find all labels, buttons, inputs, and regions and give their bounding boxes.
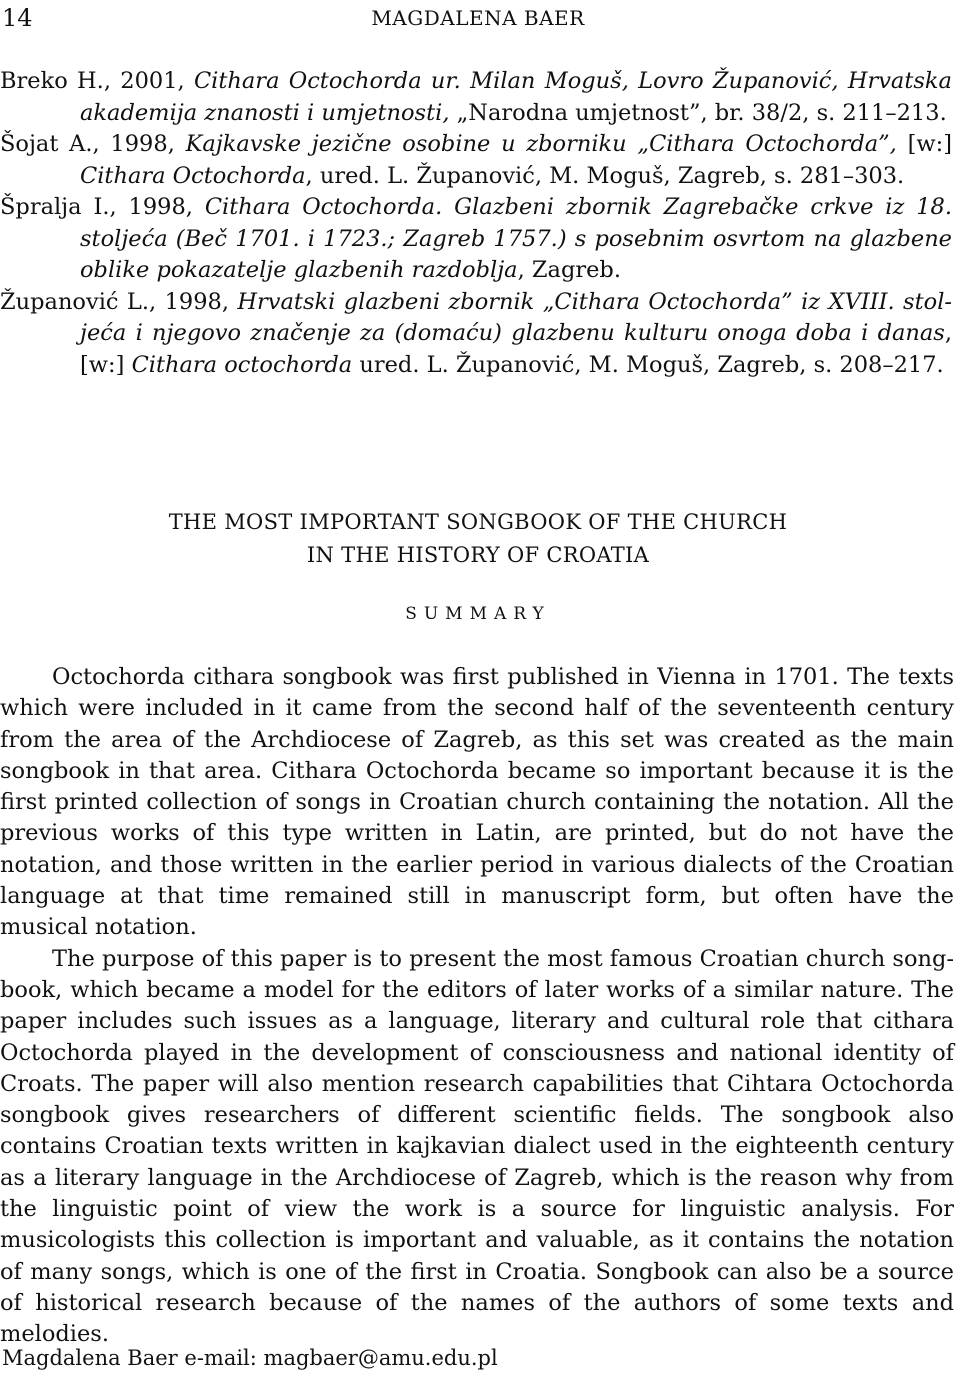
page-number: 14 [2,4,33,32]
ref-text: , [w:] [80,320,952,378]
author-email: Magdalena Baer e-mail: magbaer@amu.edu.pl [2,1346,498,1370]
english-title [0,506,956,572]
bibliography [0,66,952,381]
ref-text-italic: Cithara Octochorda ur. Milan Moguš, Lovro Županović, Hrvatska akademija znanosti i umjetnosti, [80,68,952,126]
bibliography-entry [0,287,952,382]
ref-text: Breko H., 2001, [0,68,194,94]
ref-text-italic: Kajkavske jezične osobine u zborniku „Cithara Octochorda”, [185,131,897,157]
ref-text: Županović L., 1998, [0,288,238,315]
running-title: MAGDALENA BAER [371,6,585,30]
summary-paragraph-1: Octochorda cithara songbook was first published in Vienna in 1701. The texts which were included in it came from the second half of the seventeenth century from the area of the Archdiocese of Zagreb, as this set was created as the main songbook in that area. Cithara Octochorda became so important because it is the first printed collection of songs in Croatian church containing the notation. All the previous works of this type written in Latin, are printed, but do not have the notation, and those written in the earlier period in various dialects of the Croatian language at that time remained still in manuscript form, but often have the musical notation. [0,664,954,941]
ref-text: Špralja I., 1998, [0,194,205,220]
ref-text-italic: Cithara Octochorda [80,162,306,189]
ref-text: , ured. L. Županović, M. Moguš, Zagreb, s. 281–303. [305,162,905,189]
english-title-line-1: THE MOST IMPORTANT SONGBOOK OF THE CHURCH [168,510,788,534]
english-title-line-2: IN THE HISTORY OF CROATIA [306,543,650,567]
summary-paragraph-2: The purpose of this paper is to present the most famous Croatian church songbook, which became a model for the editors of later works of a similar nature. The paper includes such issues as a language, literary and cultural role that cithara Octochorda played in the development of consciousness and national identity of Croats. The paper will also mention research capabilities that Cihtara Octochorda songbook gives researchers of different scientific fields. The songbook also contains Croatian texts written in kajkavian dialect used in the eighteenth century as a literary language in the Archdiocese of Zagreb, which is the reason why from the linguistic point of view the work is a source for linguistic analysis. For musicologists this collection is important and valuable, as it contains the notation of many songs, which is one of the first in Croatia. Songbook can also be a source of historical research because of the names of the authors of some texts and melodies. [0,945,954,1348]
summary-heading: SUMMARY [405,604,551,624]
bibliography-entry [0,66,952,129]
bibliography-entry [0,129,952,192]
summary-body [0,662,954,1351]
ref-text: ured. L. Županović, M. Moguš, Zagreb, s. 208–217. [352,351,944,378]
ref-text: [w:] [896,131,952,157]
ref-text: „Narodna umjetnost”, br. 38/2, s. 211–213. [449,99,947,126]
ref-text-italic: Cithara octochorda [131,351,353,378]
ref-text-italic: Cithara Octochorda. Glazbeni zbornik Zagrebačke crkve iz 18. stoljeća (Beč 1701. i 1723.; Zagreb 1757.) s posebnim osvrtom na glazbene oblike pokazatelje glazbenih razdoblja [80,194,952,283]
ref-text: , Zagreb. [517,257,621,283]
bibliography-entry [0,192,952,287]
ref-text-italic: Hrvatski glazbeni zbornik „Cithara Octochorda” iz XVIII. stoljeća i njegovo značenje za (domaću) glazbenu kulturu onoga doba i danas [80,288,953,346]
ref-text: Šojat A., 1998, [0,131,186,157]
running-head [0,2,956,34]
